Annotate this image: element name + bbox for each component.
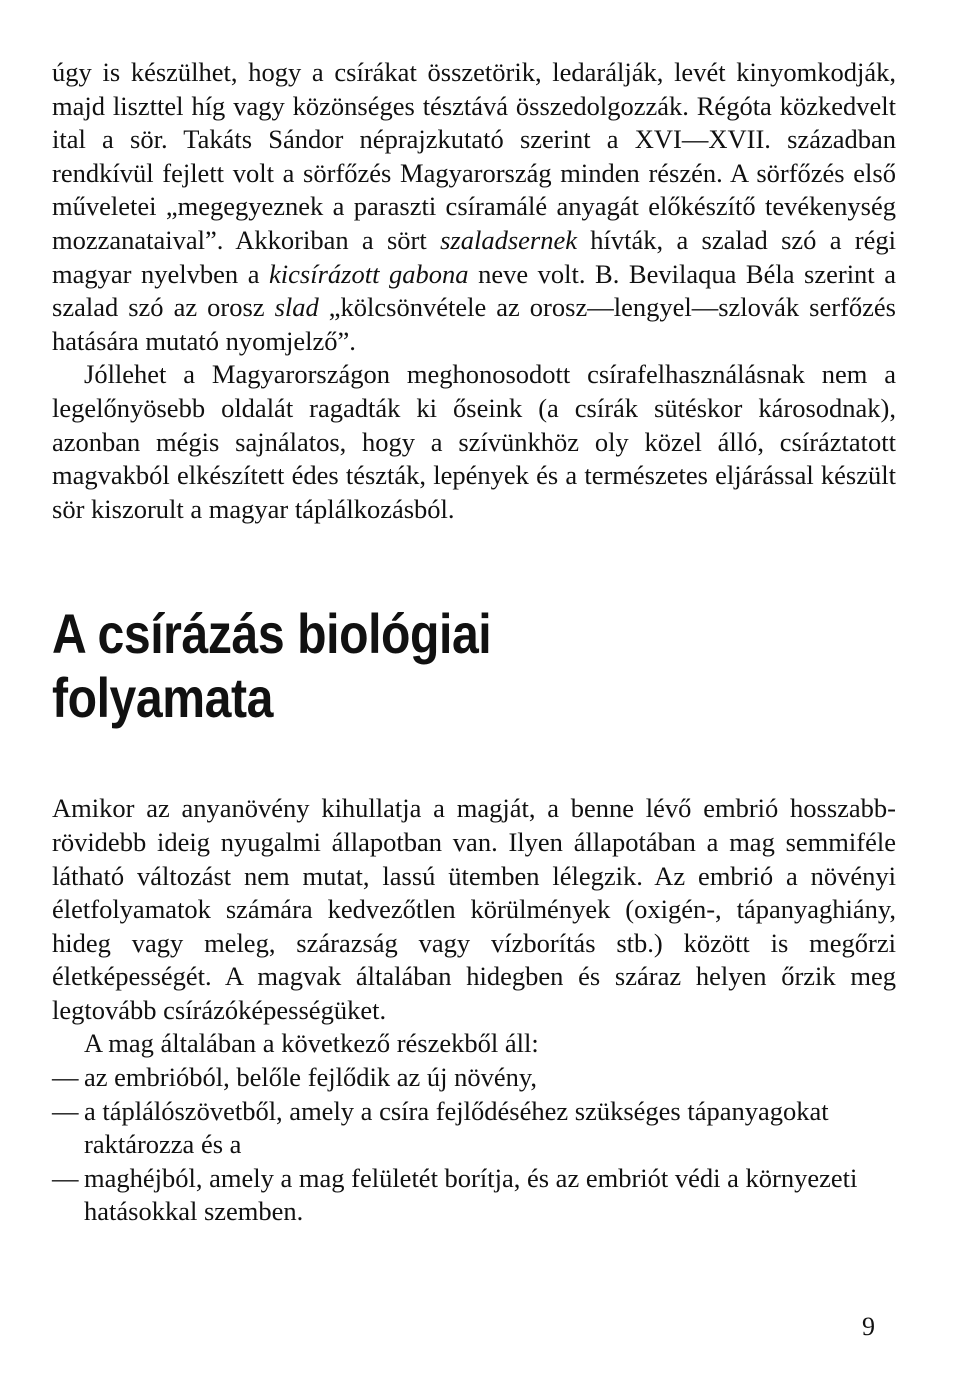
section-heading bbox=[52, 602, 778, 730]
paragraph-seed-parts-intro: A mag általában a következő részekből áll: bbox=[84, 1028, 539, 1059]
heading-line-1: A csírázás biológiai bbox=[52, 602, 492, 666]
paragraph-text: úgy is készülhet, hogy a csírákat összetörik, ledarálják, levét kinyomkodják, majd liszttel híg vagy közönséges tésztává összedolgozzák. Régóta közkedvelt ital a sör. Takáts Sándor néprajzkutató szerint a XVI—XVII. században rendkívül fejlett volt a sörfőzés Magyarország minden részén. A sörfőzés első műveletei „megegyeznek a paraszti csíramálé anyagát előkészítő tevékenység mozzanataival”. Akkoriban a sört bbox=[52, 57, 896, 255]
list-item bbox=[52, 1095, 896, 1162]
italic-term-szaladsernek: szaladsernek bbox=[440, 224, 577, 255]
heading-line-2: folyamata bbox=[52, 666, 273, 730]
seed-parts-list bbox=[52, 1061, 896, 1229]
list-dash: — bbox=[52, 1095, 79, 1126]
paragraph-text: hívták, a szalad szó a régi magyar nyelvben a bbox=[52, 224, 897, 289]
page-number: 9 bbox=[862, 1312, 875, 1341]
paragraph-beer-history bbox=[52, 56, 896, 358]
list-item-text: a táplálószövetből, amely a csíra fejlődéséhez szükséges tápanyagokat raktározza és a bbox=[84, 1095, 829, 1160]
list-dash: — bbox=[52, 1162, 79, 1193]
paragraph-text: neve volt. B. Bevilaqua Béla szerint a szalad szó az orosz bbox=[52, 258, 896, 323]
italic-term-slad: slad bbox=[274, 292, 319, 323]
italic-term-kicsirazott-gabona: kicsírázott gabona bbox=[269, 258, 469, 289]
paragraph-sprout-use: Jóllehet a Magyarországon meghonosodott csírafelhasználásnak nem a legelőnyösebb oldalát ragadták ki őseink (a csírák sütéskor károsodnak), azonban mégis sajnálatos, hogy a szívünkhöz oly közel álló, csíráztatott magvakból elkészített édes tészták, lepények és a természetes eljárással készült sör kiszorult a magyar táplálkozásból. bbox=[52, 359, 896, 524]
paragraph-dormancy: Amikor az anyanövény kihullatja a magját, a benne lévő embrió hosszabb-rövidebb ideig nyugalmi állapotban van. Ilyen állapotában a mag semmiféle látható változást nem mutat, lassú ütemben lélegzik. Az embrió a növényi életfolyamatok számára kedvezőtlen körülmények (oxigén-, tápanyaghiány, hideg vagy meleg, szárazság vagy vízborítás stb.) között is megőrzi életképességét. A magvak általában hidegben és száraz helyen őrzik meg legtovább csírázóképességüket. bbox=[52, 793, 896, 1025]
paragraph-text: „kölcsönvétele az orosz—lengyel—szlovák serfőzés hatására mutató nyomjelző”. bbox=[52, 292, 896, 356]
section-germination bbox=[52, 792, 896, 1229]
list-item-text: az embrióból, belőle fejlődik az új növény, bbox=[84, 1062, 538, 1093]
list-item-text: maghéjból, amely a mag felületét borítja, és az embriót védi a környezeti hatásokkal szemben. bbox=[84, 1162, 858, 1227]
list-dash: — bbox=[52, 1062, 79, 1093]
list-item bbox=[52, 1162, 896, 1229]
book-page bbox=[52, 56, 896, 1229]
list-item bbox=[52, 1061, 896, 1095]
